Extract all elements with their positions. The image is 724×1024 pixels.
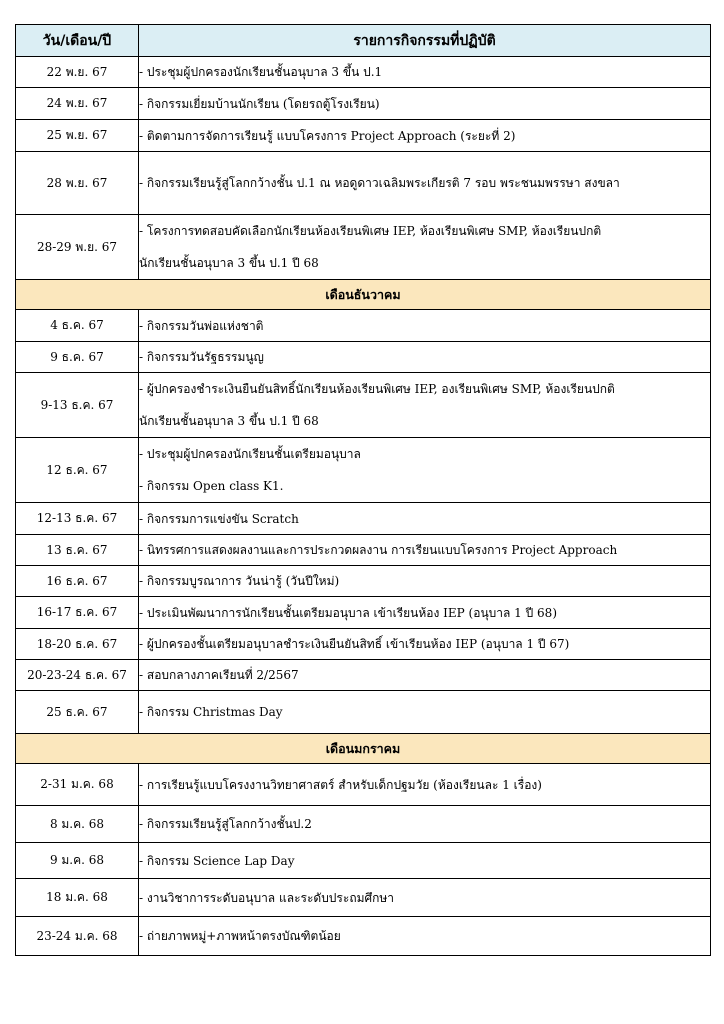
table-row xyxy=(16,57,711,88)
activity-cell xyxy=(139,88,711,120)
table-row xyxy=(16,438,711,503)
activity-cell xyxy=(139,438,711,503)
date-column-header: วัน/เดือน/ปี xyxy=(16,25,139,57)
activity-cell xyxy=(139,597,711,629)
table-row xyxy=(16,120,711,152)
date-cell: 9 ธ.ค. 67 xyxy=(16,342,139,373)
activity-cell xyxy=(139,764,711,806)
date-cell: 18 ม.ค. 68 xyxy=(16,879,139,917)
activity-line: - งานวิชาการระดับอนุบาล และระดับประถมศึกษา xyxy=(139,890,395,905)
activity-cell xyxy=(139,917,711,956)
table-row xyxy=(16,215,711,280)
date-cell: 2-31 ม.ค. 68 xyxy=(16,764,139,806)
activity-line: - สอบกลางภาคเรียนที่ 2/2567 xyxy=(139,668,299,682)
activity-cell xyxy=(139,660,711,691)
activity-cell xyxy=(139,566,711,597)
month-row xyxy=(16,734,711,764)
activity-line: - กิจกรรมการแข่งขัน Scratch xyxy=(139,511,299,526)
activity-line: - ติดตามการจัดการเรียนรู้ แบบโครงการ Project Approach (ระยะที่ 2) xyxy=(139,128,516,143)
month-heading: เดือนมกราคม xyxy=(16,734,711,764)
activity-line: - กิจกรรมบูรณาการ วันน่ารู้ (วันปีใหม่) xyxy=(139,574,340,588)
table-row xyxy=(16,535,711,566)
date-cell: 23-24 ม.ค. 68 xyxy=(16,917,139,956)
table-row xyxy=(16,597,711,629)
table-row xyxy=(16,88,711,120)
activity-line: นักเรียนชั้นอนุบาล 3 ขึ้น ป.1 ปี 68 xyxy=(139,256,319,270)
activity-cell xyxy=(139,152,711,215)
table-row xyxy=(16,917,711,956)
activity-cell xyxy=(139,629,711,660)
activity-cell xyxy=(139,57,711,88)
date-cell: 20-23-24 ธ.ค. 67 xyxy=(16,660,139,691)
table-row xyxy=(16,342,711,373)
date-cell: 12 ธ.ค. 67 xyxy=(16,438,139,503)
activity-line: - กิจกรรมเรียนรู้สู่โลกกว้างชั้น ป.1 ณ หอดูดาวเฉลิมพระเกียรติ 7 รอบ พระชนมพรรษา สงขลา xyxy=(139,176,620,190)
date-cell: 4 ธ.ค. 67 xyxy=(16,310,139,342)
activity-line: - นิทรรศการแสดงผลงานและการประกวดผลงาน การเรียนแบบโครงการ Project Approach xyxy=(139,543,618,557)
month-heading: เดือนธันวาคม xyxy=(16,280,711,310)
activity-line: - โครงการทดสอบคัดเลือกนักเรียนห้องเรียนพิเศษ IEP, ห้องเรียนพิเศษ SMP, ห้องเรียนปกติ xyxy=(139,224,602,238)
activity-cell xyxy=(139,806,711,843)
schedule-table xyxy=(15,24,711,956)
activity-line: - กิจกรรม Christmas Day xyxy=(139,705,283,719)
month-row xyxy=(16,280,711,310)
date-cell: 18-20 ธ.ค. 67 xyxy=(16,629,139,660)
table-row xyxy=(16,691,711,734)
table-row xyxy=(16,503,711,535)
activity-cell xyxy=(139,879,711,917)
activity-line: - ประชุมผู้ปกครองนักเรียนชั้นอนุบาล 3 ขึ้น ป.1 xyxy=(139,65,383,79)
activity-line: - ถ่ายภาพหมู่+ภาพหน้าตรงบัณฑิตน้อย xyxy=(139,929,341,943)
activity-line: นักเรียนชั้นอนุบาล 3 ขึ้น ป.1 ปี 68 xyxy=(139,414,319,428)
date-cell: 9-13 ธ.ค. 67 xyxy=(16,373,139,438)
activity-cell xyxy=(139,503,711,535)
date-cell: 13 ธ.ค. 67 xyxy=(16,535,139,566)
activity-cell xyxy=(139,373,711,438)
table-row xyxy=(16,806,711,843)
activity-line: - กิจกรรมเยี่ยมบ้านนักเรียน (โดยรถตู้โรงเรียน) xyxy=(139,96,380,111)
date-cell: 9 ม.ค. 68 xyxy=(16,843,139,879)
activity-line: - กิจกรรมวันพ่อแห่งชาติ xyxy=(139,318,264,333)
table-row xyxy=(16,879,711,917)
table-row xyxy=(16,310,711,342)
activity-line: - การเรียนรู้แบบโครงงานวิทยาศาสตร์ สำหรับเด็กปฐมวัย (ห้องเรียนละ 1 เรื่อง) xyxy=(139,777,542,792)
date-cell: 25 ธ.ค. 67 xyxy=(16,691,139,734)
date-cell: 22 พ.ย. 67 xyxy=(16,57,139,88)
date-cell: 8 ม.ค. 68 xyxy=(16,806,139,843)
activity-cell xyxy=(139,215,711,280)
activity-column-header: รายการกิจกรรมที่ปฏิบัติ xyxy=(139,25,711,57)
date-cell: 12-13 ธ.ค. 67 xyxy=(16,503,139,535)
activity-line: - กิจกรรมวันรัฐธรรมนูญ xyxy=(139,350,264,364)
activity-line: - ประชุมผู้ปกครองนักเรียนชั้นเตรียมอนุบาล xyxy=(139,447,361,461)
date-cell: 16 ธ.ค. 67 xyxy=(16,566,139,597)
activity-line: - กิจกรรมเรียนรู้สู่โลกกว้างชั้นป.2 xyxy=(139,817,312,831)
activity-line: - ประเมินพัฒนาการนักเรียนชั้นเตรียมอนุบาล เข้าเรียนห้อง IEP (อนุบาล 1 ปี 68) xyxy=(139,605,557,620)
date-cell: 24 พ.ย. 67 xyxy=(16,88,139,120)
table-row xyxy=(16,152,711,215)
table-row xyxy=(16,629,711,660)
activity-cell xyxy=(139,535,711,566)
activity-cell xyxy=(139,843,711,879)
table-row xyxy=(16,843,711,879)
activity-line: - ผู้ปกครองชั้นเตรียมอนุบาลชำระเงินยืนยันสิทธิ์ เข้าเรียนห้อง IEP (อนุบาล 1 ปี 67) xyxy=(139,637,570,651)
schedule-body xyxy=(16,57,711,956)
date-cell: 28 พ.ย. 67 xyxy=(16,152,139,215)
table-row xyxy=(16,566,711,597)
table-row xyxy=(16,660,711,691)
date-cell: 28-29 พ.ย. 67 xyxy=(16,215,139,280)
table-row xyxy=(16,373,711,438)
activity-cell xyxy=(139,120,711,152)
header-row xyxy=(16,25,711,57)
date-cell: 25 พ.ย. 67 xyxy=(16,120,139,152)
activity-cell xyxy=(139,310,711,342)
activity-line: - ผู้ปกครองชำระเงินยืนยันสิทธิ์นักเรียนห้องเรียนพิเศษ IEP, องเรียนพิเศษ SMP, ห้องเรียนปกติ xyxy=(139,382,615,396)
table-row xyxy=(16,764,711,806)
activity-cell xyxy=(139,691,711,734)
date-cell: 16-17 ธ.ค. 67 xyxy=(16,597,139,629)
activity-line: - กิจกรรม Open class K1. xyxy=(139,479,284,493)
activity-line: - กิจกรรม Science Lap Day xyxy=(139,853,295,868)
activity-cell xyxy=(139,342,711,373)
